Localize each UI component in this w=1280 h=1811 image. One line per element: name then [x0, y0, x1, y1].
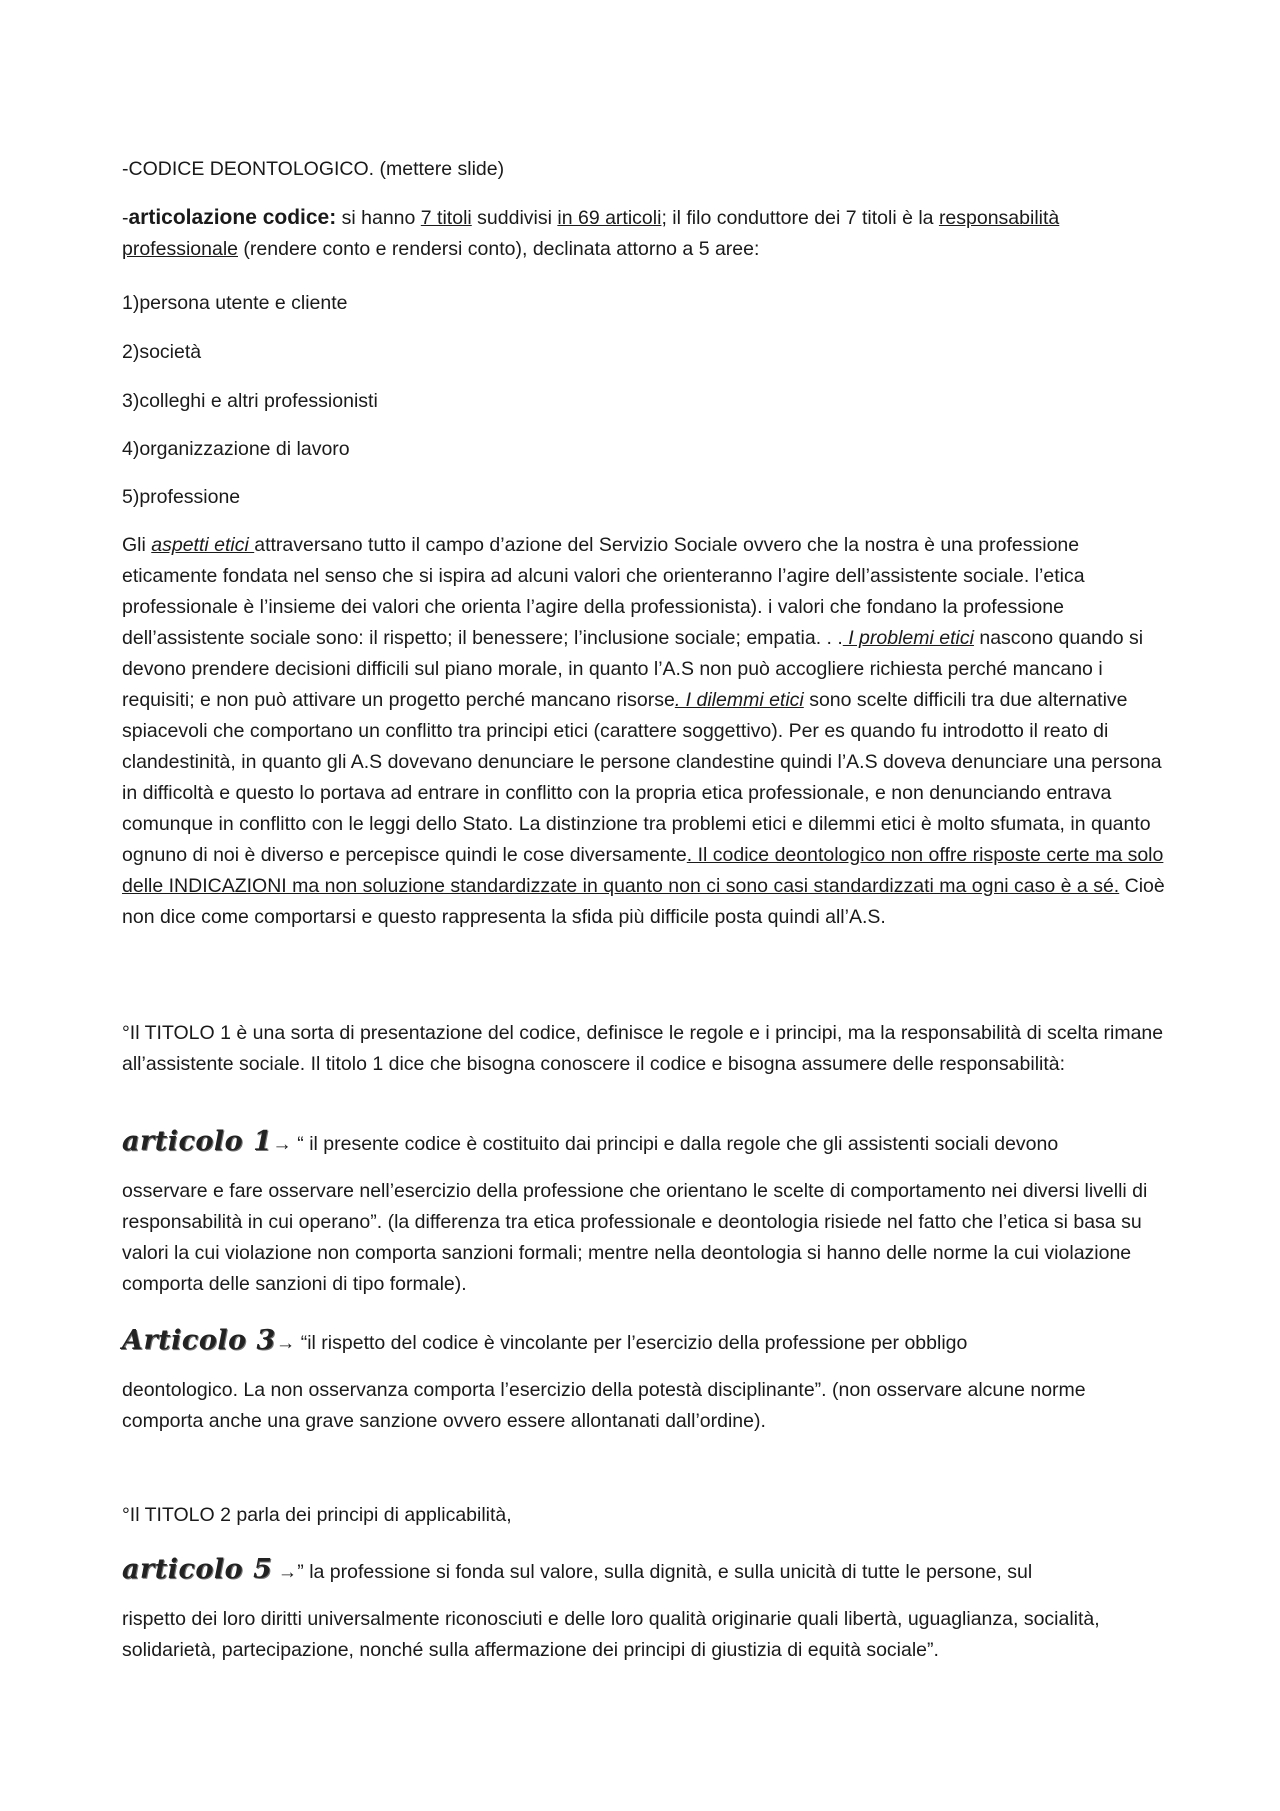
article-5-heading-line — [122, 1554, 1172, 1588]
intro-underline-titoli: 7 titoli — [420, 207, 472, 229]
article-5-first-line: ” la professione si fonda sul valore, sulla dignità, e sulla unicità di tutte le persone, sul — [297, 1561, 1033, 1583]
intro-dash: - — [122, 207, 129, 229]
arrow-icon: → — [272, 1561, 298, 1583]
etica-text-5: Cioè non dice come comportarsi e questo rappresenta la sfida più difficile posta quindi all’A.S. — [122, 875, 1165, 928]
article-3-heading-line — [122, 1325, 1172, 1359]
article-3-first-line: “il rispetto del codice è vincolante per l’esercizio della professione per obbligo — [295, 1332, 968, 1354]
intro-underline-responsabilita: responsabilità professionale — [122, 207, 1060, 260]
etica-text-1: Gli — [122, 534, 152, 556]
area-item: 2)società — [122, 341, 202, 363]
article-3-body: deontologico. La non osservanza comporta l’esercizio della potestà disciplinante”. (non osservare alcune norme comporta anche una grave sanzione ovvero essere allontanati dall’ordine). — [122, 1379, 1086, 1432]
etica-text-3: nascono quando si devono prendere decisioni difficili sul piano morale, in quanto l’A.S non può accogliere richiesta perché mancano i requisiti; e non può attivare un progetto perché mancano risorse — [122, 627, 1144, 711]
etica-text-2: attraversano tutto il campo d’azione del Servizio Sociale ovvero che la nostra è una professione eticamente fondata nel senso che si ispira ad alcuni valori che orienteranno l’agire dell’assistente sociale. l’etica professionale è l’insieme dei valori che orienta l’agire della professionista). i valori che fondano la professione dell’assistente sociale sono: il rispetto; il benessere; l’inclusione sociale; empatia. . . — [122, 534, 1085, 649]
etica-underline-codice: . Il codice deontologico non offre risposte certe ma solo delle INDICAZIONI ma non soluzione standardizzate in quanto non ci sono casi standardizzati ma ogni caso è a sé. — [122, 844, 1164, 897]
area-item: 5)professione — [122, 486, 241, 508]
intro-bold-term: articolazione codice: — [128, 206, 337, 229]
intro-text-4: (rendere conto e rendersi conto), declinata attorno a 5 aree: — [238, 238, 760, 260]
etica-text-4: sono scelte difficili tra due alternative spiacevoli che comportano un conflitto tra principi etici (carattere soggettivo). Per es quando fu introdotto il reato di clandestinità, in quanto gli A.S dovevano denunciare le persone clandestine quindi l’A.S doveva denunciare una persona in difficoltà e questo lo portava ad entrare in conflitto con la propria etica professionale, e non denunciando entrava comunque in conflitto con le leggi dello Stato. La distinzione tra problemi etici e dilemmi etici è molto sfumata, in quanto ognuno di noi è diverso e percepisce quindi le cose diversamente — [122, 689, 1162, 866]
titolo2-paragraph: °Il TITOLO 2 parla dei principi di applicabilità, — [122, 1504, 512, 1526]
article-1-first-line: “ il presente codice è costituito dai principi e dalla regole che gli assistenti sociali devono — [291, 1133, 1059, 1155]
etica-underline-problemi: I problemi etici — [842, 627, 974, 649]
intro-text-3: ; il filo conduttore dei 7 titoli è la — [661, 207, 939, 229]
intro-underline-articoli: in 69 articoli — [557, 207, 662, 229]
etica-underline-aspetti: aspetti etici — [151, 534, 255, 556]
area-item: 1)persona utente e cliente — [122, 292, 348, 314]
intro-paragraph — [122, 202, 1172, 265]
article-3-label: Articolo 3 — [122, 1325, 276, 1356]
article-5-body: rispetto dei loro diritti universalmente riconosciuti e delle loro qualità originarie quali libertà, uguaglianza, socialità, solidarietà, partecipazione, nonché sulla affermazione dei principi di giustizia di equità sociale”. — [122, 1608, 1100, 1661]
area-item: 3)colleghi e altri professionisti — [122, 390, 378, 412]
arrow-icon: → — [275, 1332, 296, 1354]
intro-text-1: si hanno — [336, 207, 421, 229]
article-5-label: articolo 5 — [122, 1554, 273, 1585]
etica-underline-dilemmi: . I dilemmi etici — [674, 689, 804, 711]
intro-text-2: suddivisi — [471, 207, 558, 229]
area-item: 4)organizzazione di lavoro — [122, 438, 350, 460]
article-1-heading-line — [122, 1126, 1172, 1160]
titolo1-paragraph: °Il TITOLO 1 è una sorta di presentazione del codice, definisce le regole e i principi, ma la responsabilità di scelta rimane all’assistente sociale. Il titolo 1 dice che bisogna conoscere il codice e bisogna assumere delle responsabilità: — [122, 1022, 1164, 1075]
article-1-label: articolo 1 — [122, 1126, 273, 1157]
document-heading: -CODICE DEONTOLOGICO. (mettere slide) — [122, 158, 505, 180]
article-1-body: osservare e fare osservare nell’esercizio della professione che orientano le scelte di comportamento nei diversi livelli di responsabilità in cui operano”. (la differenza tra etica professionale e deontologia risiede nel fatto che l’etica si basa su valori la cui violazione non comporta sanzioni formali; mentre nella deontologia si hanno delle norme la cui violazione comporta delle sanzioni di tipo formale). — [122, 1180, 1148, 1295]
arrow-icon: → — [272, 1133, 292, 1155]
etica-paragraph — [122, 530, 1172, 933]
